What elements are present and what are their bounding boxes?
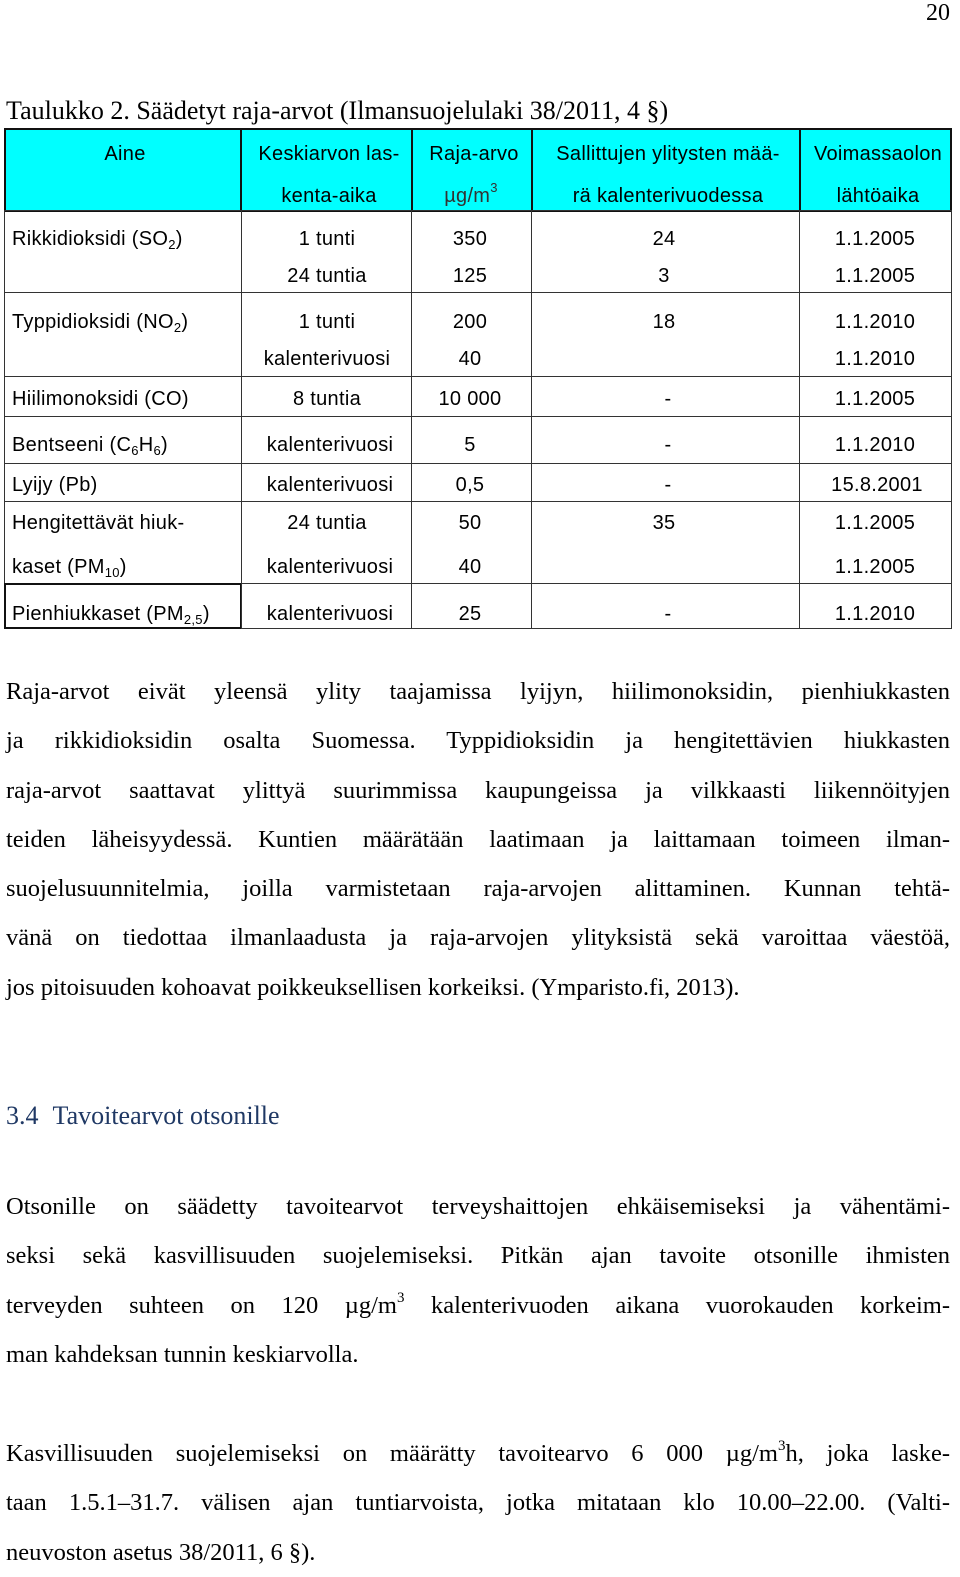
para2-line3-a: terveyden suhteen on 120 µg/m	[6, 1291, 397, 1319]
pm10-sub: 10	[104, 565, 120, 580]
no2-limit-2: 40	[458, 348, 482, 370]
benzene-text-a: Bentseeni (C	[12, 434, 132, 456]
para3-line1-a: Kasvillisuuden suojelemiseksi on määrätty tavoitearvo 6 000 µg/m	[6, 1440, 778, 1467]
header-limit-line1: Raja-arvo	[429, 143, 519, 165]
co-exceed: -	[664, 388, 672, 410]
co-period: 8 tuntia	[292, 388, 362, 410]
header-cell-limit	[411, 128, 533, 212]
para3-line1-b: h, joka laske-	[785, 1440, 950, 1467]
pm25-sub: 2,5	[183, 612, 203, 627]
pm25-text: Pienhiukkaset (PM	[12, 603, 184, 625]
no2-date-2: 1.1.2010	[834, 348, 916, 370]
no2-period-2: kalenterivuosi	[263, 348, 391, 370]
no2-sub: 2	[173, 320, 182, 335]
no2-label	[12, 310, 188, 334]
para1-line: teiden läheisyydessä. Kuntien määrätään laatimaan ja laittamaan toimeen ilman-	[6, 825, 950, 853]
so2-text: Rikkidioksidi (SO	[12, 228, 169, 250]
co-label: Hiilimonoksidi (CO)	[12, 388, 189, 410]
para2-line-3	[6, 1281, 950, 1330]
pm25-label	[12, 602, 210, 626]
so2-period-2: 24 tuntia	[287, 265, 367, 287]
limit-values-table	[4, 128, 952, 629]
section-title: Tavoitearvot otsonille	[52, 1101, 280, 1130]
paragraph-limit-values	[6, 667, 950, 1012]
benzene-exceed: -	[664, 434, 672, 456]
pm10-date-2: 1.1.2005	[834, 556, 916, 578]
header-cell-substance	[4, 128, 242, 212]
header-valid-from-line1: Voimassaolon	[813, 143, 943, 165]
header-exceedances-line2: rä kalenterivuodessa	[572, 185, 764, 207]
section-heading	[6, 1100, 280, 1132]
lead-limit: 0,5	[455, 474, 485, 496]
co-limit: 10 000	[438, 388, 502, 410]
benzene-period: kalenterivuosi	[266, 434, 394, 456]
benzene-limit: 5	[464, 434, 476, 456]
header-valid-from-line2: lähtöaika	[836, 185, 920, 207]
para1-line: suojelusuunnitelmia, joilla varmistetaan raja-arvojen alittaminen. Kunnan tehtä-	[6, 875, 950, 903]
benzene-label	[12, 433, 168, 457]
lead-exceed: -	[664, 474, 672, 496]
header-cell-valid-from	[799, 128, 952, 212]
pm10-tail: )	[119, 556, 127, 578]
para3-line1-sup: 3	[777, 1438, 786, 1454]
lead-period: kalenterivuosi	[266, 474, 394, 496]
header-cell-exceedances	[531, 128, 801, 212]
para2-line: man kahdeksan tunnin keskiarvolla.	[6, 1340, 359, 1368]
pm10-label-line1: Hengitettävät hiuk-	[12, 512, 185, 534]
pm25-date: 1.1.2010	[834, 603, 916, 625]
page-number: 20	[926, 0, 950, 26]
para1-line: Raja-arvot eivät yleensä ylity taajamissa lyijyn, hiilimonoksidin, pienhiukkasten	[6, 678, 950, 705]
so2-limit-1: 350	[452, 228, 488, 250]
benzene-sub-a: 6	[131, 443, 139, 458]
no2-tail: )	[181, 311, 189, 333]
no2-text: Typpidioksidi (NO	[12, 311, 174, 333]
no2-limit-1: 200	[452, 311, 488, 333]
pm10-limit-1: 50	[458, 512, 482, 534]
benzene-text-mid: H	[138, 434, 154, 456]
row-so2-substance-cell	[4, 210, 242, 293]
para1-line: raja-arvot saattavat ylittyä suurimmissa kaupungeissa ja vilkkaasti liikennöityjen	[6, 776, 950, 804]
para1-line: ja rikkidioksidin osalta Suomessa. Typpidioksidin ja hengitettävien hiukkasten	[6, 727, 950, 755]
unit-text: µg/m	[444, 185, 491, 207]
so2-period-1: 1 tunti	[298, 228, 356, 250]
para2-line3-b: kalenterivuoden aikana vuorokauden korkeim-	[404, 1291, 950, 1319]
so2-limit-2: 125	[452, 265, 488, 287]
pm25-tail: )	[202, 603, 210, 625]
lead-label: Lyijy (Pb)	[12, 474, 98, 496]
pm10-limit-2: 40	[458, 556, 482, 578]
header-period-line2: kenta-aika	[281, 185, 377, 207]
para2-line: seksi sekä kasvillisuuden suojelemiseksi. Pitkän ajan tavoite otsonille ihmisten	[6, 1242, 950, 1270]
pm10-exceed-1: 35	[652, 512, 676, 534]
benzene-date: 1.1.2010	[834, 434, 916, 456]
unit-sup: 3	[490, 180, 498, 195]
pm10-label-line2	[12, 555, 127, 579]
row-no2-substance-cell	[4, 292, 242, 377]
lead-date: 15.8.2001	[831, 474, 923, 496]
para1-line: jos pitoisuuden kohoavat poikkeuksellisen korkeiksi. (Ymparisto.fi, 2013).	[6, 973, 740, 1001]
so2-tail: )	[175, 228, 183, 250]
header-limit-unit	[444, 180, 498, 208]
row-no2-exceed-cell	[531, 292, 800, 377]
pm10-text: kaset (PM	[12, 556, 105, 578]
so2-date-2: 1.1.2005	[834, 265, 916, 287]
header-substance: Aine	[104, 143, 146, 165]
pm10-period-2: kalenterivuosi	[266, 556, 394, 578]
pm10-period-1: 24 tuntia	[287, 512, 367, 534]
para2-line: Otsonille on säädetty tavoitearvot terveyshaittojen ehkäisemiseksi ja vähentämi-	[6, 1193, 950, 1220]
pm25-period: kalenterivuosi	[266, 603, 394, 625]
co-date: 1.1.2005	[834, 388, 916, 410]
para1-line: vänä on tiedottaa ilmanlaadusta ja raja-arvojen ylityksistä sekä varoittaa väestöä,	[6, 924, 950, 952]
header-period-line1: Keskiarvon las-	[258, 143, 400, 165]
no2-exceed-1: 18	[652, 311, 676, 333]
so2-sub: 2	[168, 237, 176, 252]
para2-line3-sup: 3	[396, 1289, 405, 1306]
section-number: 3.4	[6, 1101, 39, 1130]
pm25-limit: 25	[458, 603, 482, 625]
paragraph-vegetation-target	[6, 1429, 950, 1577]
paragraph-ozone-targets	[6, 1182, 950, 1379]
header-exceedances-line1: Sallittujen ylitysten mää-	[556, 143, 780, 165]
benzene-sub-b: 6	[153, 443, 162, 458]
table-caption: Taulukko 2. Säädetyt raja-arvot (Ilmansuojelulaki 38/2011, 4 §)	[6, 96, 669, 125]
so2-label	[12, 227, 183, 251]
benzene-tail: )	[161, 434, 168, 456]
so2-date-1: 1.1.2005	[834, 228, 916, 250]
pm25-exceed: -	[664, 603, 672, 625]
para3-line-1	[6, 1429, 950, 1478]
para3-line: neuvoston asetus 38/2011, 6 §).	[6, 1538, 316, 1566]
so2-exceed-1: 24	[652, 228, 676, 250]
no2-period-1: 1 tunti	[298, 311, 356, 333]
pm10-date-1: 1.1.2005	[834, 512, 916, 534]
so2-exceed-2: 3	[658, 265, 670, 287]
para3-line: taan 1.5.1–31.7. välisen ajan tuntiarvoista, jotka mitataan klo 10.00–22.00. (Valti-	[6, 1489, 950, 1517]
header-cell-period	[240, 128, 413, 212]
no2-date-1: 1.1.2010	[834, 311, 916, 333]
